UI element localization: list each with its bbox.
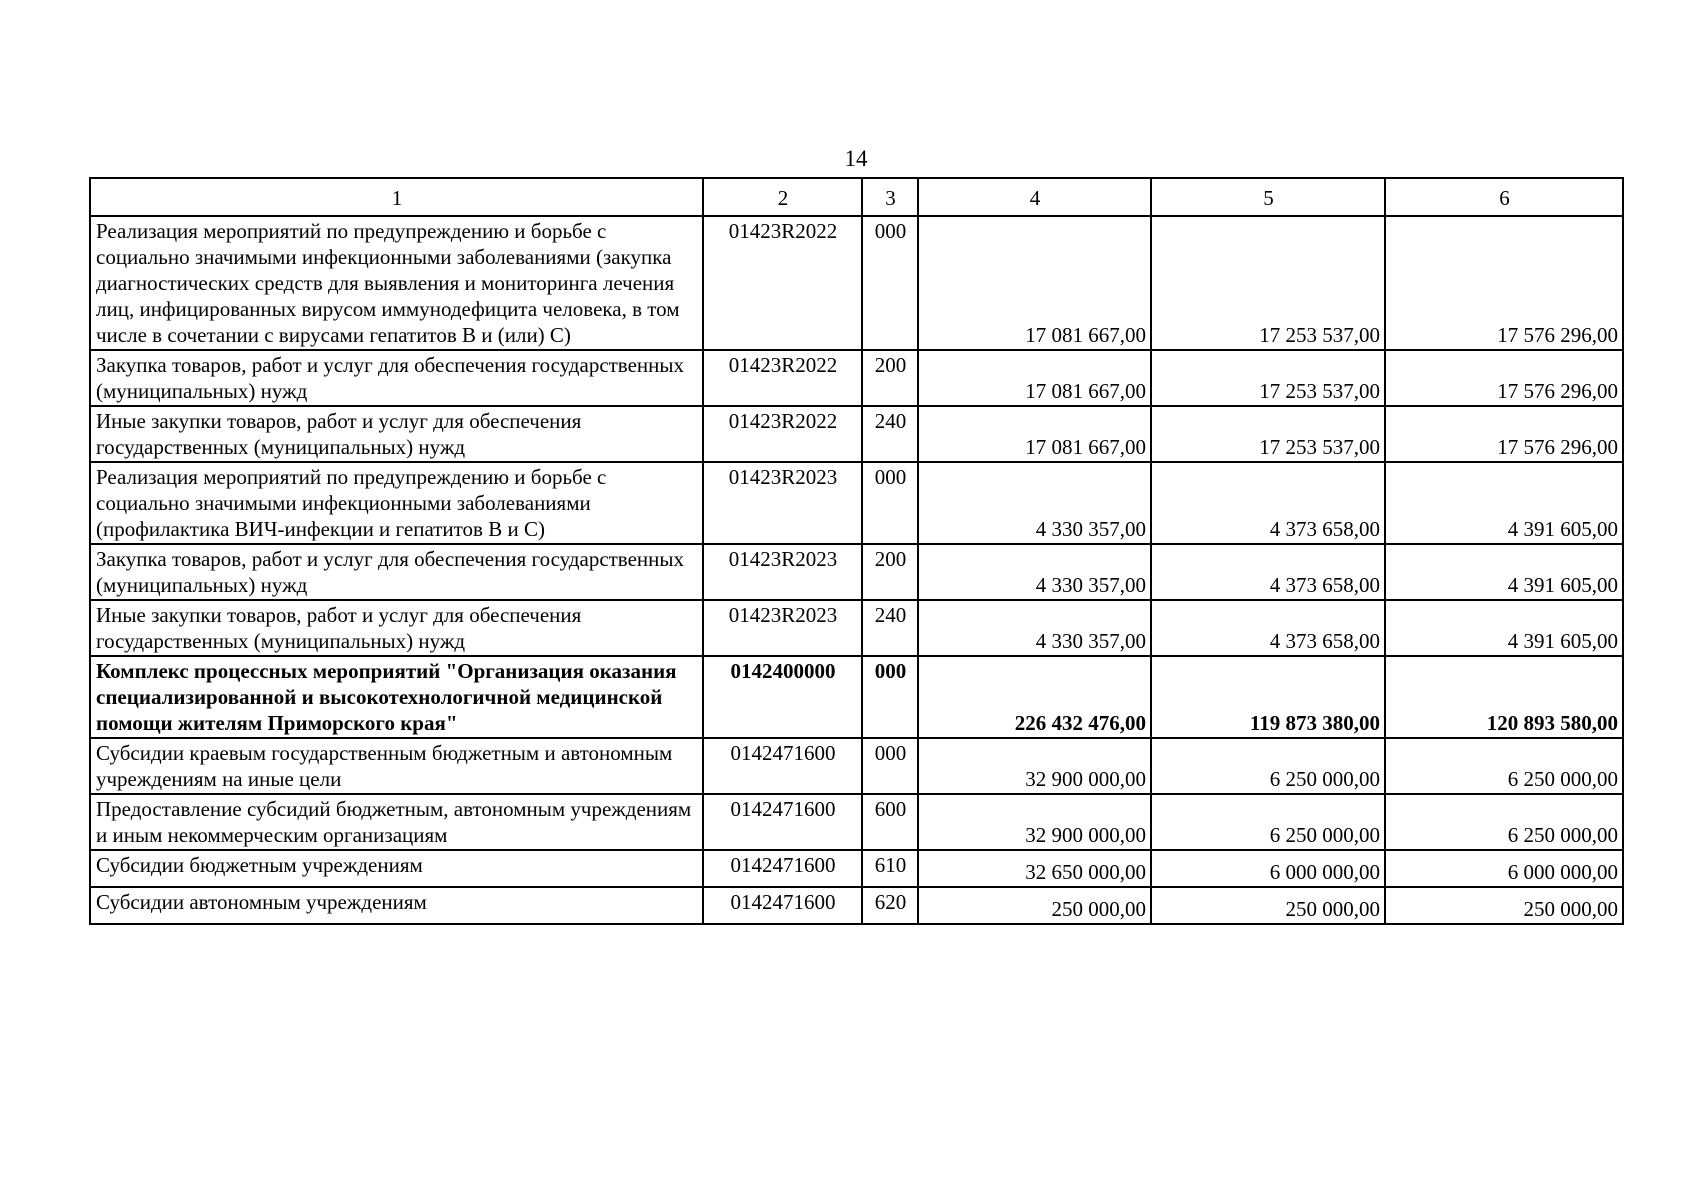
table-row	[90, 794, 1623, 850]
expense-type: 600	[862, 794, 918, 850]
target-code: 01423R2023	[703, 544, 862, 600]
table-row-section-total	[90, 656, 1623, 738]
amount-col6: 6 000 000,00	[1385, 850, 1623, 887]
amount-col6: 4 391 605,00	[1385, 544, 1623, 600]
amount-col4: 226 432 476,00	[918, 656, 1151, 738]
expense-type: 610	[862, 850, 918, 887]
column-header: 3	[862, 178, 918, 216]
table-row	[90, 350, 1623, 406]
item-name: Предоставление субсидий бюджетным, автономным учреждениям и иным некоммерческим организациям	[90, 794, 703, 850]
amount-col5: 17 253 537,00	[1151, 216, 1385, 350]
expense-type: 000	[862, 216, 918, 350]
amount-col5: 6 250 000,00	[1151, 794, 1385, 850]
column-header: 5	[1151, 178, 1385, 216]
amount-col5: 4 373 658,00	[1151, 544, 1385, 600]
amount-col4: 4 330 357,00	[918, 462, 1151, 544]
target-code: 01423R2023	[703, 462, 862, 544]
amount-col4: 17 081 667,00	[918, 350, 1151, 406]
expense-type: 240	[862, 600, 918, 656]
table-row	[90, 406, 1623, 462]
expense-type: 240	[862, 406, 918, 462]
item-name: Субсидии автономным учреждениям	[90, 887, 703, 924]
amount-col5: 17 253 537,00	[1151, 406, 1385, 462]
amount-col6: 6 250 000,00	[1385, 794, 1623, 850]
amount-col5: 6 000 000,00	[1151, 850, 1385, 887]
item-name: Реализация мероприятий по предупреждению и борьбе с социально значимыми инфекционными заболеваниями (закупка диагностических средств для выявления и мониторинга лечения лиц, инфицированных вирусом иммунодефицита человека, в том числе в сочетании с вирусами гепатитов В и (или) С)	[90, 216, 703, 350]
amount-col5: 250 000,00	[1151, 887, 1385, 924]
amount-col4: 32 900 000,00	[918, 794, 1151, 850]
table-row	[90, 600, 1623, 656]
amount-col5: 4 373 658,00	[1151, 600, 1385, 656]
amount-col5: 6 250 000,00	[1151, 738, 1385, 794]
table-row	[90, 216, 1623, 350]
target-code: 01423R2023	[703, 600, 862, 656]
expense-type: 200	[862, 544, 918, 600]
amount-col5: 17 253 537,00	[1151, 350, 1385, 406]
table-row	[90, 738, 1623, 794]
amount-col6: 17 576 296,00	[1385, 406, 1623, 462]
target-code: 0142471600	[703, 887, 862, 924]
target-code: 0142471600	[703, 850, 862, 887]
target-code: 0142471600	[703, 794, 862, 850]
table-header-row	[90, 178, 1623, 216]
amount-col4: 32 650 000,00	[918, 850, 1151, 887]
amount-col4: 250 000,00	[918, 887, 1151, 924]
table-row	[90, 462, 1623, 544]
expense-type: 000	[862, 738, 918, 794]
column-header: 1	[90, 178, 703, 216]
expense-type: 000	[862, 462, 918, 544]
item-name: Иные закупки товаров, работ и услуг для обеспечения государственных (муниципальных) нужд	[90, 600, 703, 656]
item-name: Закупка товаров, работ и услуг для обеспечения государственных (муниципальных) нужд	[90, 350, 703, 406]
table-row	[90, 544, 1623, 600]
item-name: Реализация мероприятий по предупреждению и борьбе с социально значимыми инфекционными заболеваниями (профилактика ВИЧ-инфекции и гепатитов В и С)	[90, 462, 703, 544]
column-header: 2	[703, 178, 862, 216]
page-number: 14	[844, 146, 868, 171]
budget-table	[89, 177, 1624, 925]
item-name: Закупка товаров, работ и услуг для обеспечения государственных (муниципальных) нужд	[90, 544, 703, 600]
expense-type: 620	[862, 887, 918, 924]
target-code: 01423R2022	[703, 216, 862, 350]
amount-col4: 32 900 000,00	[918, 738, 1151, 794]
amount-col6: 17 576 296,00	[1385, 216, 1623, 350]
amount-col6: 6 250 000,00	[1385, 738, 1623, 794]
amount-col6: 17 576 296,00	[1385, 350, 1623, 406]
item-name: Комплекс процессных мероприятий "Организация оказания специализированной и высокотехнологичной медицинской помощи жителям Приморского края"	[90, 656, 703, 738]
amount-col4: 4 330 357,00	[918, 544, 1151, 600]
amount-col5: 4 373 658,00	[1151, 462, 1385, 544]
item-name: Субсидии краевым государственным бюджетным и автономным учреждениям на иные цели	[90, 738, 703, 794]
target-code: 0142400000	[703, 656, 862, 738]
item-name: Субсидии бюджетным учреждениям	[90, 850, 703, 887]
target-code: 01423R2022	[703, 406, 862, 462]
target-code: 0142471600	[703, 738, 862, 794]
table-row	[90, 850, 1623, 887]
expense-type: 000	[862, 656, 918, 738]
amount-col6: 4 391 605,00	[1385, 462, 1623, 544]
amount-col4: 17 081 667,00	[918, 406, 1151, 462]
amount-col5: 119 873 380,00	[1151, 656, 1385, 738]
amount-col4: 4 330 357,00	[918, 600, 1151, 656]
column-header: 4	[918, 178, 1151, 216]
amount-col4: 17 081 667,00	[918, 216, 1151, 350]
amount-col6: 4 391 605,00	[1385, 600, 1623, 656]
item-name: Иные закупки товаров, работ и услуг для обеспечения государственных (муниципальных) нужд	[90, 406, 703, 462]
amount-col6: 250 000,00	[1385, 887, 1623, 924]
column-header: 6	[1385, 178, 1623, 216]
amount-col6: 120 893 580,00	[1385, 656, 1623, 738]
expense-type: 200	[862, 350, 918, 406]
target-code: 01423R2022	[703, 350, 862, 406]
table-row	[90, 887, 1623, 924]
